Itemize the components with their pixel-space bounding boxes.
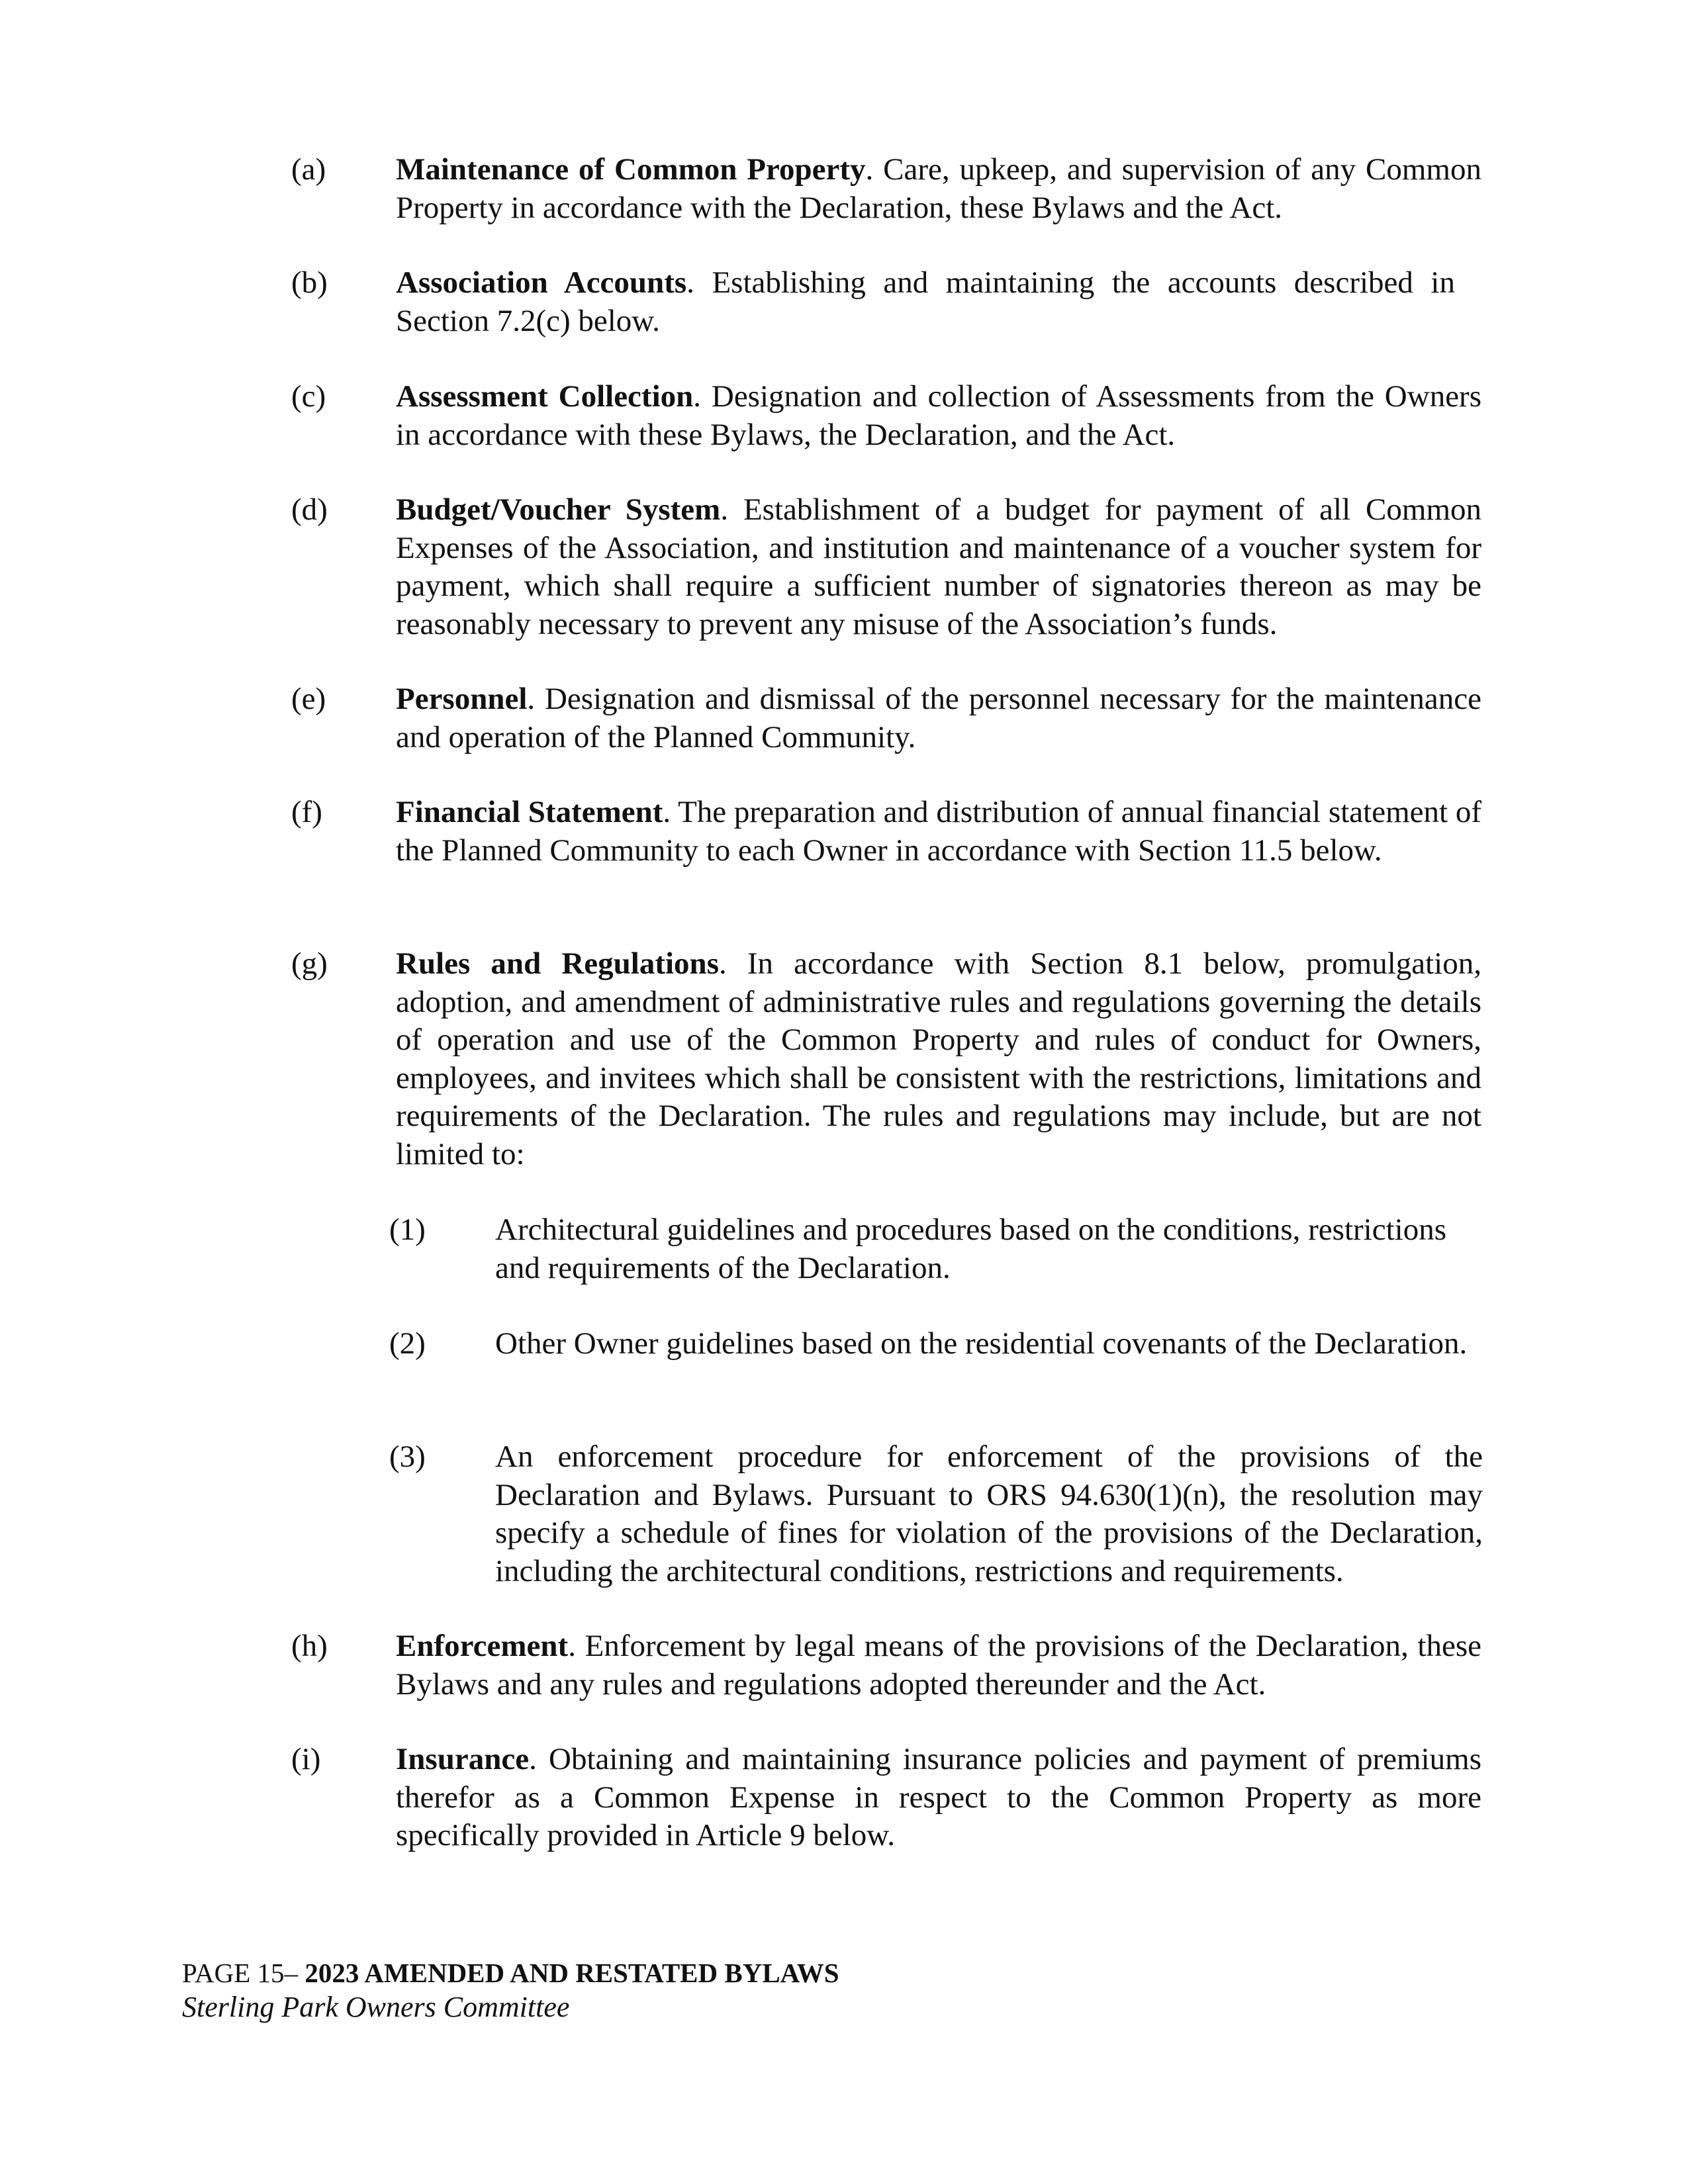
- item-label: (i): [291, 1742, 321, 1776]
- subitem-text: An enforcement procedure for enforcement of the provisions of the Declaration and Bylaws. Pursuant to ORS 94.630(1)(n), the resolution may specify a schedule of fines for violation of the provisions of the Declaration, including the architectural conditions, restrictions and requirements.: [495, 1439, 1483, 1588]
- item-heading: Maintenance of Common Property: [396, 152, 866, 187]
- item-body: [396, 1741, 1481, 1855]
- item-label: (b): [291, 265, 328, 300]
- item-text: . Designation and dismissal of the personnel necessary for the maintenance and operation of the Planned Community.: [396, 682, 1481, 754]
- item-label: (g): [291, 946, 328, 981]
- item-body: [396, 794, 1481, 870]
- item-heading: Rules and Regulations: [396, 946, 719, 981]
- item-label: (h): [291, 1629, 328, 1663]
- item-text: . Enforcement by legal means of the provisions of the Declaration, these Bylaws and any rules and regulations adopted thereunder and the Act.: [396, 1629, 1481, 1702]
- item-label: (c): [291, 379, 326, 414]
- item-heading: Insurance: [396, 1742, 530, 1776]
- subitem-text: Other Owner guidelines based on the residential covenants of the Declaration.: [495, 1326, 1468, 1361]
- item-body: [396, 151, 1481, 227]
- page-footer: [182, 1956, 839, 2025]
- subitem-text: Architectural guidelines and procedures based on the conditions, restrictions and requirements of the Declaration.: [495, 1212, 1446, 1285]
- subitem-label: (2): [389, 1326, 426, 1361]
- item-text: . The preparation and distribution of annual financial statement of the Planned Community to each Owner in accordance with Section 11.5 below.: [396, 795, 1481, 868]
- item-body: [396, 378, 1481, 454]
- item-body: [396, 680, 1481, 756]
- subitem-label: (1): [389, 1212, 426, 1247]
- footer-organization: Sterling Park Owners Committee: [182, 1991, 570, 2023]
- item-text: . In accordance with Section 8.1 below, promulgation, adoption, and amendment of administrative rules and regulations governing the details of operation and use of the Common Property and rules of conduct for Owners, employees, and invitees which shall be consistent with the restrictions, limitations and requirements of the Declaration. The rules and regulations may include, but are not limited to:: [396, 946, 1481, 1171]
- item-label: (e): [291, 682, 326, 716]
- item-text: . Establishing and maintaining the accounts described in Section 7.2(c) below.: [396, 265, 1455, 338]
- footer-title: 2023 AMENDED AND RESTATED BYLAWS: [305, 1958, 839, 1988]
- item-heading: Enforcement: [396, 1629, 569, 1663]
- footer-page-number: PAGE 15–: [182, 1958, 305, 1988]
- item-text: . Care, upkeep, and supervision of any Common Property in accordance with the Declaration, these Bylaws and the Act.: [396, 152, 1481, 225]
- item-heading: Personnel: [396, 682, 528, 716]
- item-text: . Obtaining and maintaining insurance policies and payment of premiums therefor as a Common Expense in respect to the Common Property as more specifically provided in Article 9 below.: [396, 1742, 1481, 1852]
- item-text: . Designation and collection of Assessments from the Owners in accordance with these Bylaws, the Declaration, and the Act.: [396, 379, 1481, 452]
- subitem-label: (3): [389, 1439, 426, 1474]
- item-heading: Association Accounts: [396, 265, 687, 300]
- item-heading: Budget/Voucher System: [396, 492, 721, 527]
- item-label: (d): [291, 492, 328, 527]
- item-body: [396, 945, 1481, 1173]
- item-text: . Establishment of a budget for payment of all Common Expenses of the Association, and institution and maintenance of a voucher system for payment, which shall require a sufficient number of signatories thereon as may be reasonably necessary to prevent any misuse of the Association’s funds.: [396, 492, 1482, 641]
- item-heading: Assessment Collection: [396, 379, 694, 414]
- item-heading: Financial Statement: [396, 795, 663, 829]
- item-body: [396, 264, 1455, 340]
- item-body: [396, 491, 1481, 643]
- item-label: (f): [291, 795, 322, 829]
- item-body: [396, 1627, 1481, 1704]
- item-label: (a): [291, 152, 326, 187]
